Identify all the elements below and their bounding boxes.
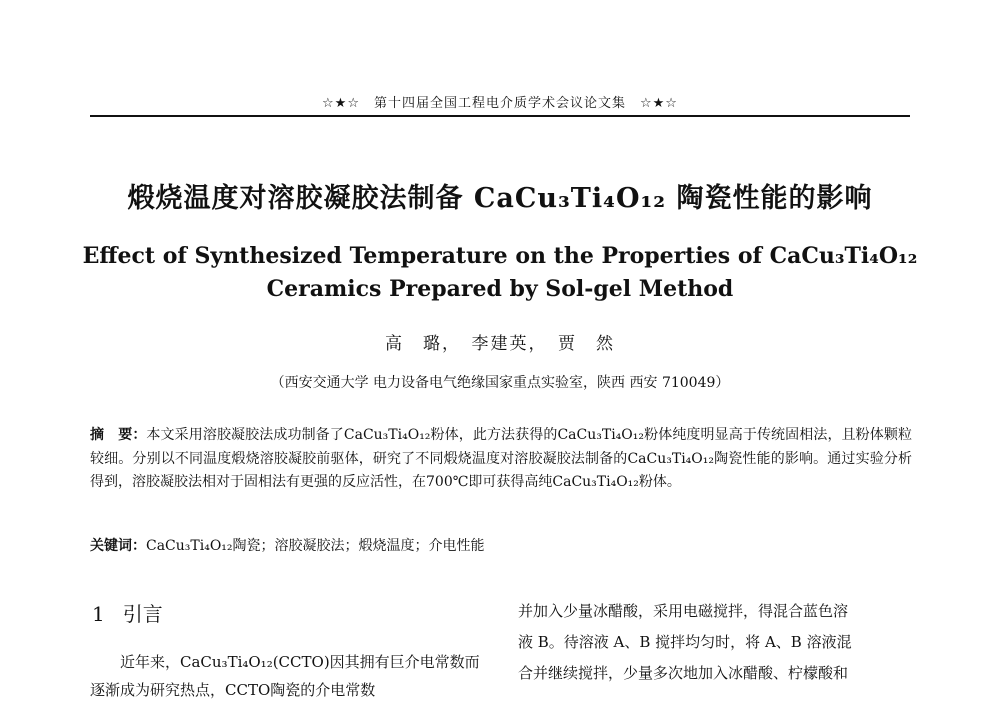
abstract-text: 本文采用溶胶凝胶法成功制备了CaCu₃Ti₄O₁₂粉体，此方法获得的CaCu₃Ti₄O₁₂粉体纯度明显高于传统固相法，且粉体颗粒较细。分别以不同温度煅烧溶胶凝胶前驱体，研究了不同煅烧温度对溶胶凝胶法制备的CaCu₃Ti₄O₁₂陶瓷性能的影响。通过实验分析得到，溶胶凝胶法相对于固相法有更强的反应活性，在700℃即可获得高纯CaCu₃Ti₄O₁₂粉体。 — [90, 427, 912, 490]
intro-paragraph: 近年来，CaCu₃Ti₄O₁₂(CCTO)因其拥有巨介电常数而逐渐成为研究热点，CCTO陶瓷的介电常数 — [90, 653, 480, 699]
right-column-line: 合并继续搅拌，少量多次地加入冰醋酸、柠檬酸和 — [518, 664, 849, 682]
right-column-line: 并加入少量冰醋酸，采用电磁搅拌，得混合蓝色溶 — [518, 602, 849, 620]
keywords-label: 关键词： — [90, 538, 146, 554]
title-english-line2: Ceramics Prepared by Sol-gel Method — [266, 276, 734, 302]
abstract — [90, 424, 912, 495]
header-rule — [90, 115, 910, 117]
affiliation: （西安交通大学 电力设备电气绝缘国家重点实验室，陕西 西安 710049） — [270, 375, 730, 391]
right-column-line: 液 B。待溶液 A、B 搅拌均匀时，将 A、B 溶液混 — [518, 633, 852, 651]
authors: 高 璐， 李建英， 贾 然 — [385, 334, 615, 354]
section-number: 1 — [92, 602, 105, 626]
section-heading — [92, 598, 163, 627]
abstract-label: 摘 要： — [90, 427, 147, 443]
running-header: ☆★☆ 第十四届全国工程电介质学术会议论文集 ☆★☆ — [322, 96, 678, 111]
title-chinese: 煅烧温度对溶胶凝胶法制备 CaCu₃Ti₄O₁₂ 陶瓷性能的影响 — [127, 183, 873, 214]
right-column — [518, 596, 912, 689]
keywords — [90, 535, 910, 555]
keywords-text: CaCu₃Ti₄O₁₂陶瓷；溶胶凝胶法；煅烧温度；介电性能 — [146, 538, 485, 554]
title-english-line1: Effect of Synthesized Temperature on the Properties of CaCu₃Ti₄O₁₂ — [82, 243, 918, 269]
section-title: 引言 — [122, 602, 163, 626]
